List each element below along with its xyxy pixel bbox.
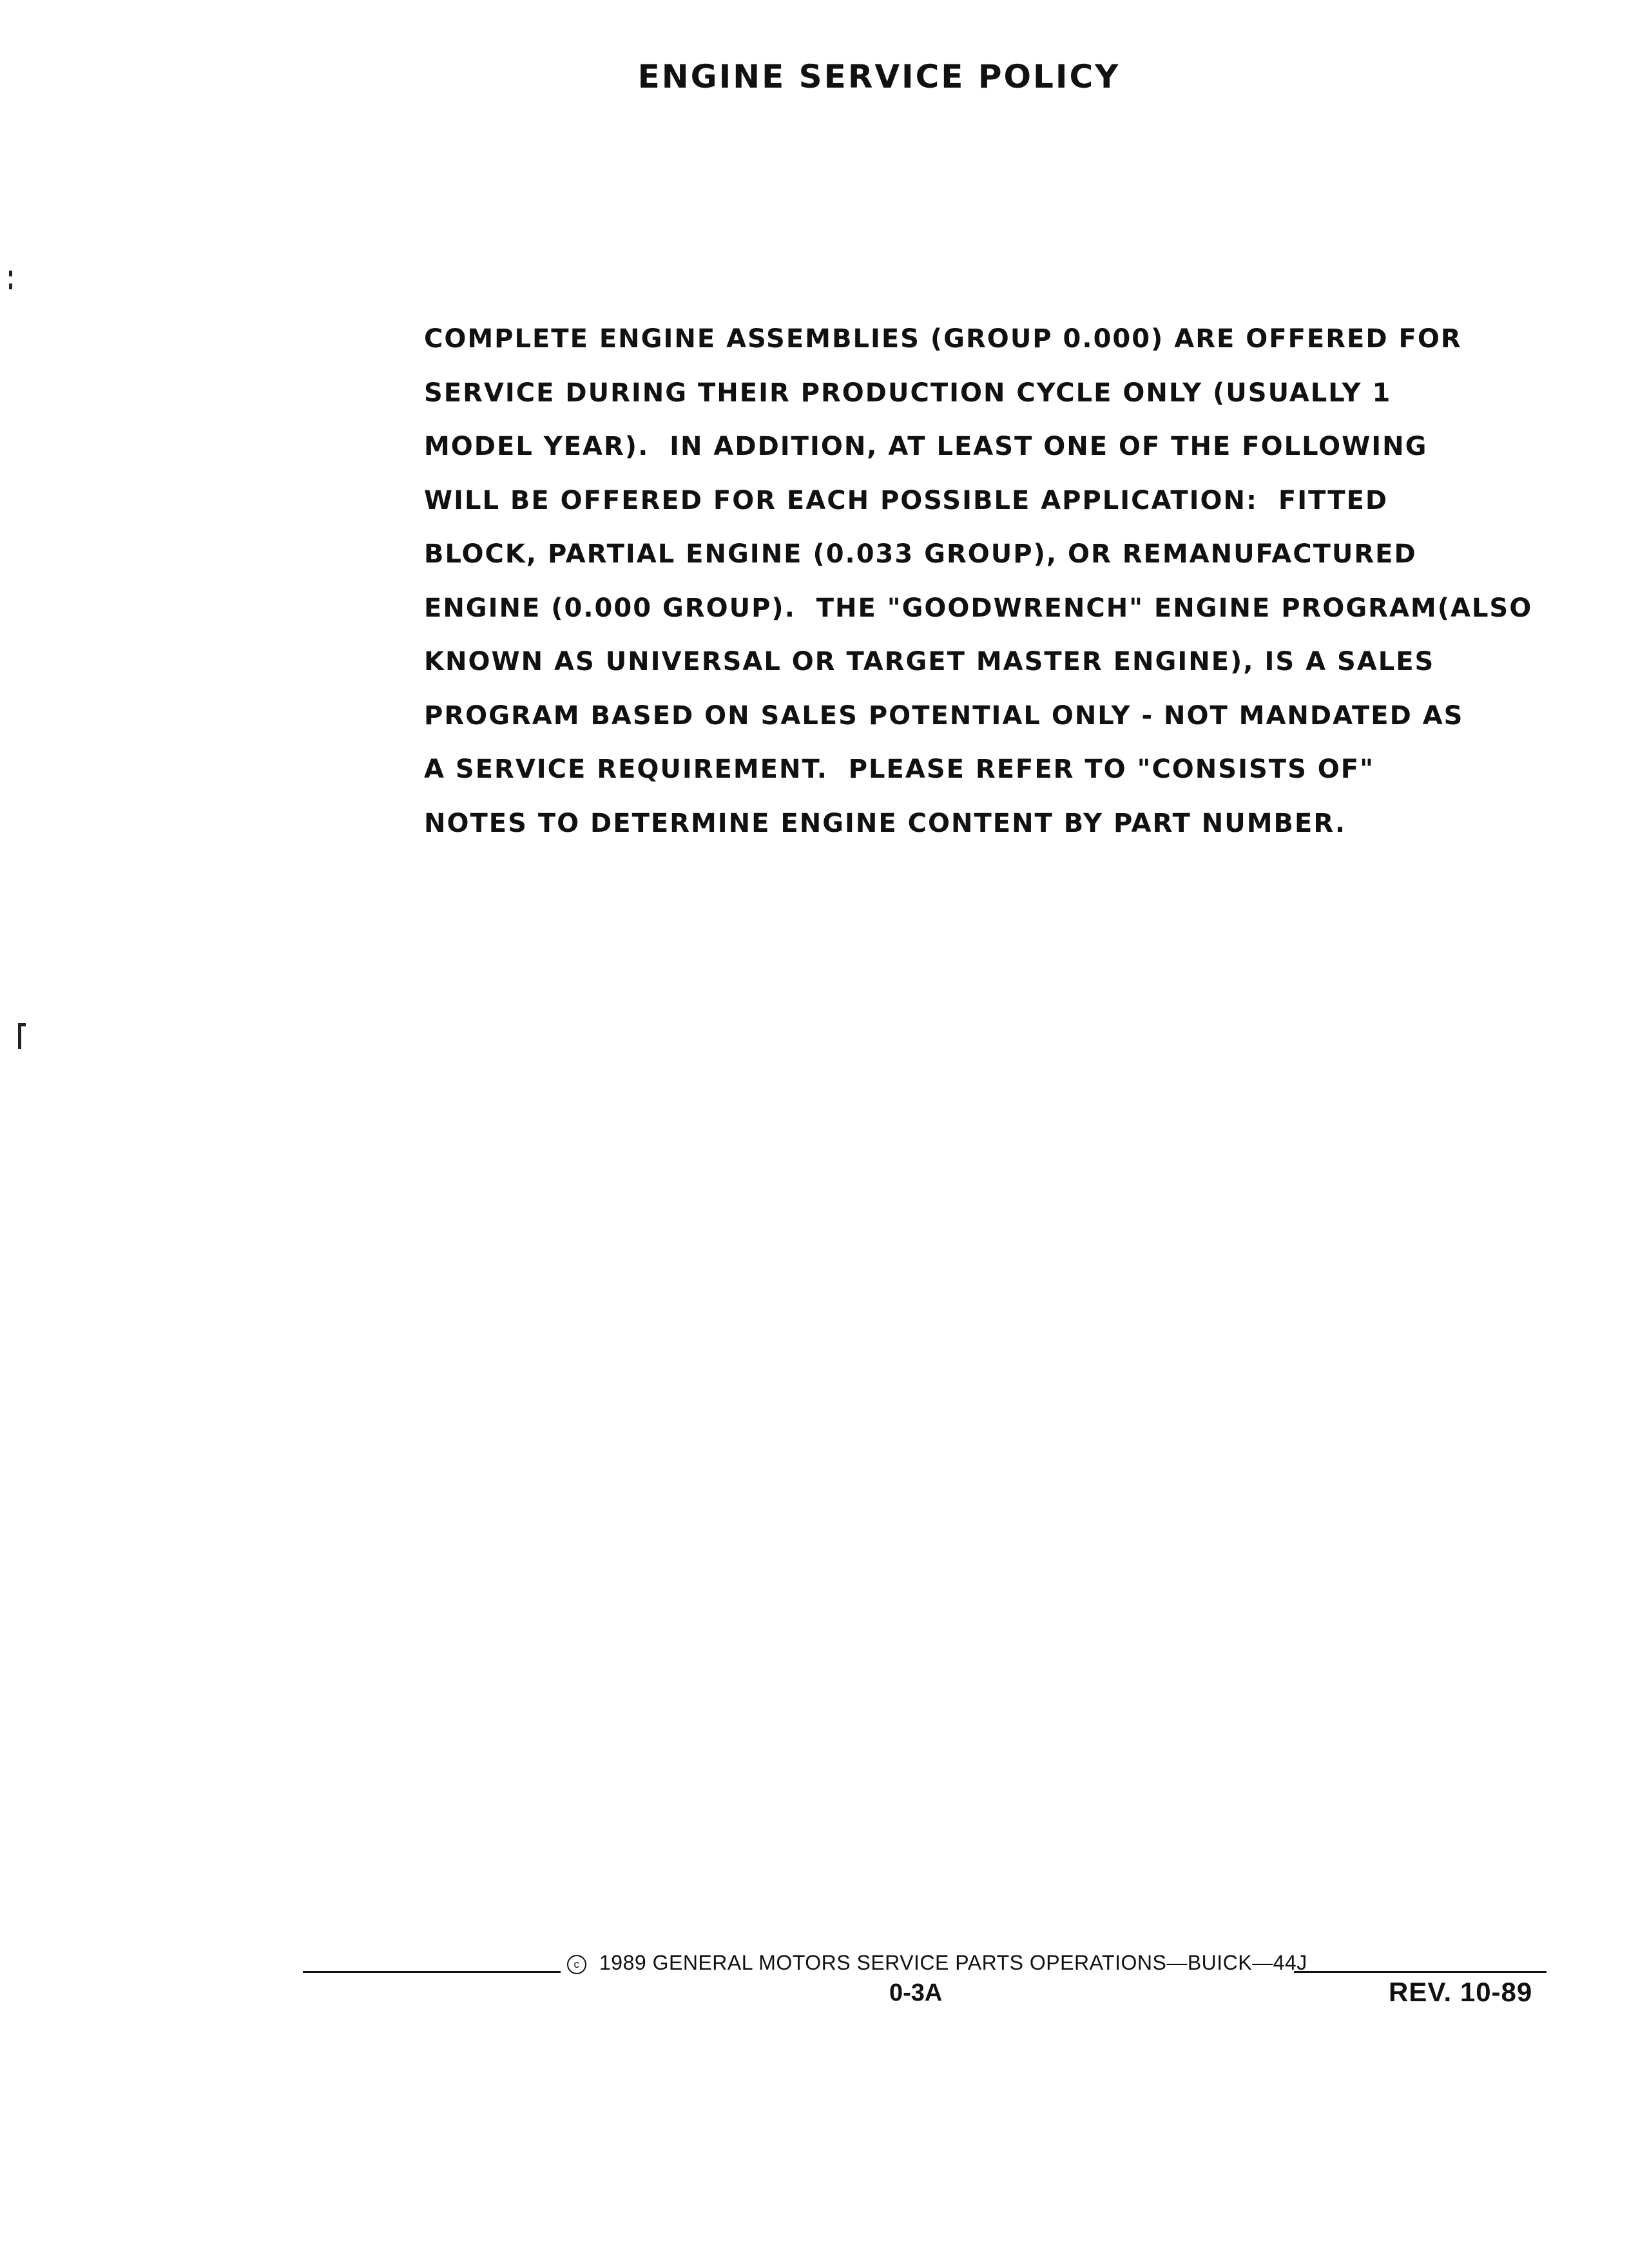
policy-line: MODEL YEAR). IN ADDITION, AT LEAST ONE OF THE FOLLOWING <box>424 432 1428 461</box>
policy-line: BLOCK, PARTIAL ENGINE (0.033 GROUP), OR REMANUFACTURED <box>424 539 1417 569</box>
footer-copyright <box>567 1951 1307 1975</box>
policy-line: SERVICE DURING THEIR PRODUCTION CYCLE ONLY (USUALLY 1 <box>424 378 1392 408</box>
policy-line: PROGRAM BASED ON SALES POTENTIAL ONLY - NOT MANDATED AS <box>424 700 1464 731</box>
margin-bracket <box>18 1023 26 1049</box>
policy-line: ENGINE (0.000 GROUP). THE "GOODWRENCH" ENGINE PROGRAM(ALSO <box>424 593 1533 623</box>
policy-line: KNOWN AS UNIVERSAL OR TARGET MASTER ENGINE), IS A SALES <box>424 647 1435 677</box>
revision-label: REV. 10-89 <box>1389 1977 1533 2007</box>
margin-mark <box>9 271 13 290</box>
policy-line: NOTES TO DETERMINE ENGINE CONTENT BY PART NUMBER. <box>424 808 1347 838</box>
page-number: 0-3A <box>889 1979 943 2006</box>
policy-line: A SERVICE REQUIREMENT. PLEASE REFER TO "CONSISTS OF" <box>424 754 1374 784</box>
policy-text <box>424 312 1597 850</box>
footer-rule-right <box>1294 1971 1547 1973</box>
copyright-text: 1989 GENERAL MOTORS SERVICE PARTS OPERATIONS—BUICK—44J <box>599 1951 1307 1974</box>
policy-line: WILL BE OFFERED FOR EACH POSSIBLE APPLICATION: FITTED <box>424 485 1389 515</box>
policy-line: COMPLETE ENGINE ASSEMBLIES (GROUP 0.000) ARE OFFERED FOR <box>424 324 1462 354</box>
page-title: ENGINE SERVICE POLICY <box>637 58 1121 95</box>
copyright-icon: c <box>567 1955 586 1974</box>
footer-rule-left <box>303 1971 561 1973</box>
